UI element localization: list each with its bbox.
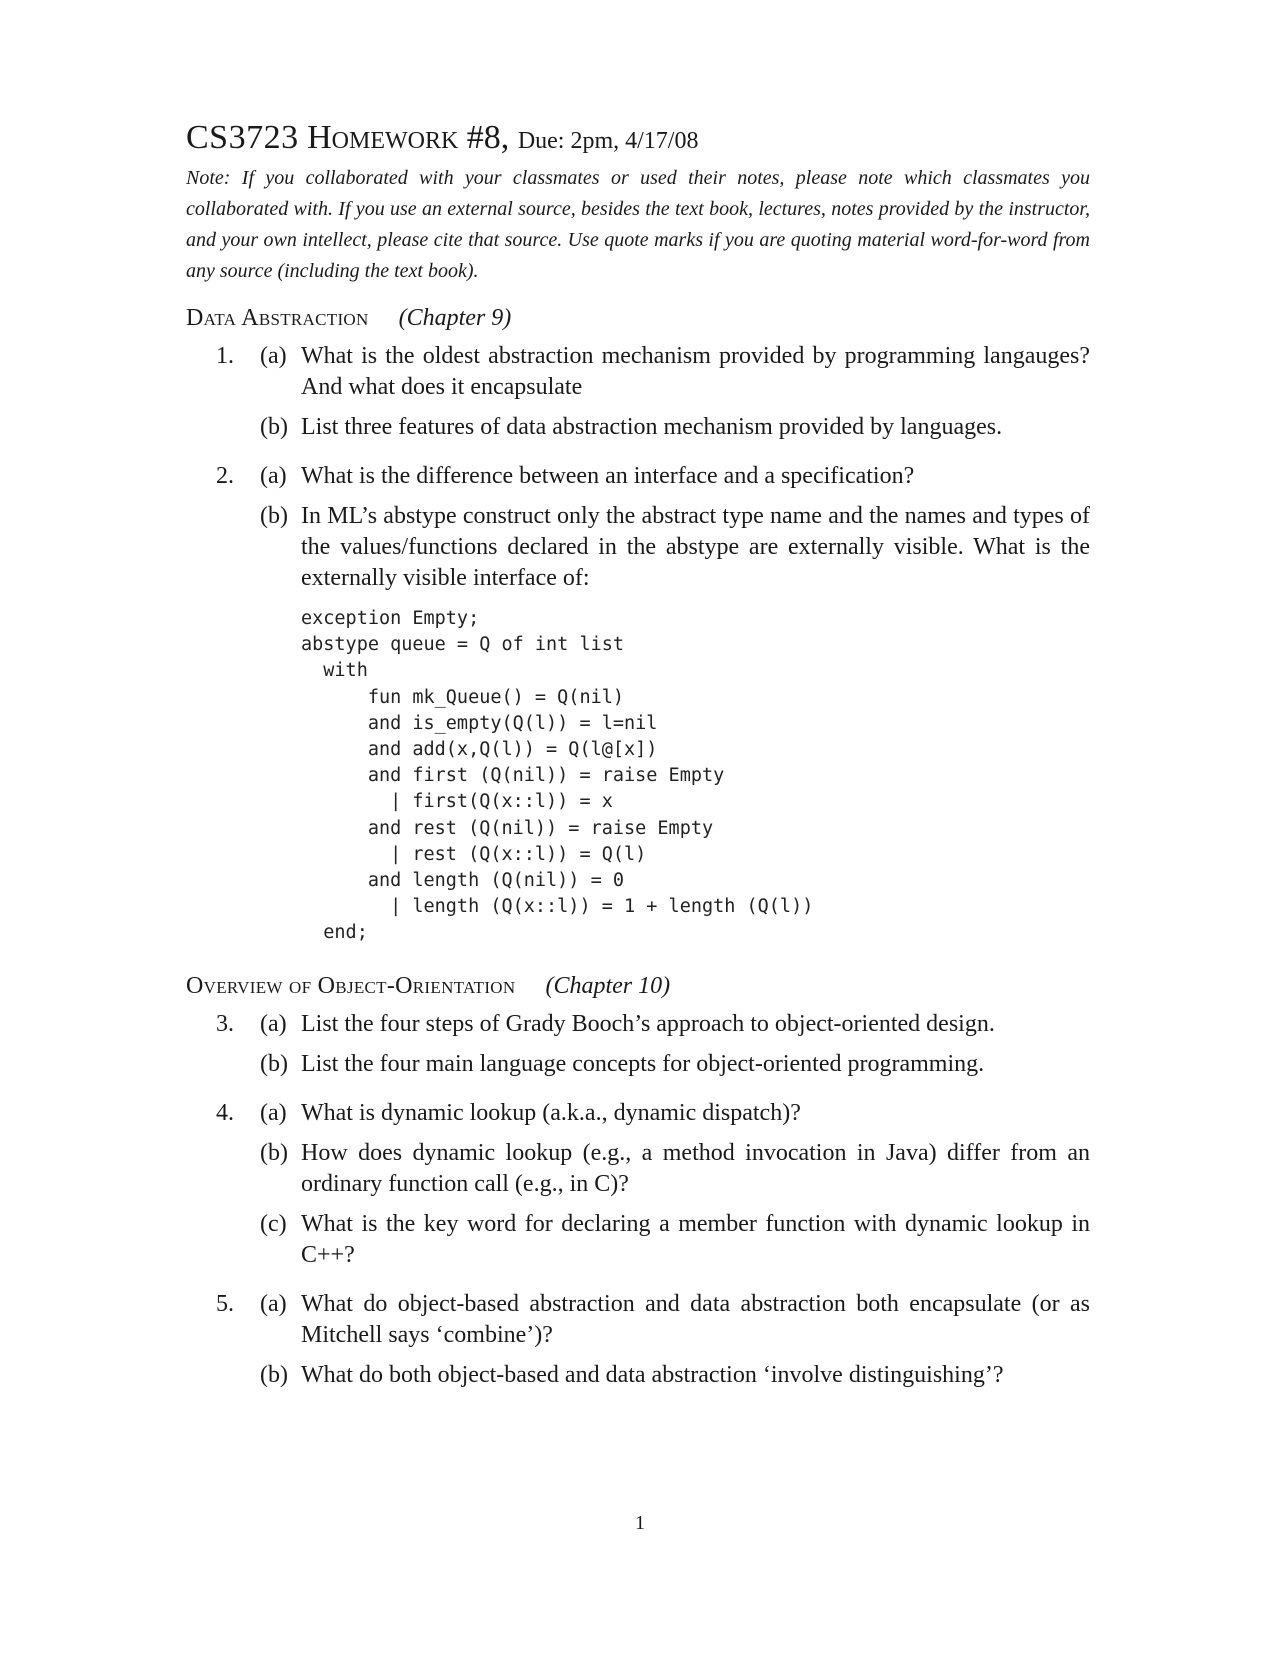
part-text: What do both object-based and data abstraction ‘involve distinguishing’?: [301, 1361, 1004, 1388]
part-text: How does dynamic lookup (e.g., a method invocation in Java) differ from an ordinary function call (e.g., in C)?: [301, 1139, 1090, 1197]
due-date: Due: 2pm, 4/17/08: [517, 128, 699, 154]
question-part: [186, 501, 1090, 594]
part-label: (b): [260, 1139, 288, 1166]
question-part: [186, 1098, 1090, 1129]
course-code: CS3723: [186, 119, 299, 156]
question-part: [186, 1138, 1090, 1200]
homework-title: Homework #8,: [307, 119, 510, 156]
section-title: Data Abstraction: [186, 305, 369, 331]
collaboration-note: Note: If you collaborated with your classmates or used their notes, please note which classmates you collaborated with. If you use an external source, besides the text book, lectures, notes provided by the instructor, and your own intellect, please cite that source. Use quote marks if you are quoting material word-for-word from any source (including the text book).: [186, 167, 1090, 282]
question-part: [186, 461, 1090, 492]
question-part: [186, 1209, 1090, 1271]
question-2: [186, 461, 1090, 947]
section-chapter: (Chapter 9): [398, 305, 512, 331]
question-part: [186, 1009, 1090, 1040]
question-part: [186, 1289, 1090, 1351]
question-part: [186, 341, 1090, 403]
section-heading-object-orientation: [186, 969, 1090, 1003]
part-text: List three features of data abstraction mechanism provided by languages.: [301, 414, 1003, 440]
part-label: (a): [260, 1290, 287, 1317]
question-number: 5.: [216, 1290, 234, 1317]
section-title: Overview of Object-Orientation: [186, 972, 516, 999]
question-number: 3.: [216, 1010, 234, 1037]
question-number: 4.: [216, 1099, 234, 1126]
part-text: What is the oldest abstraction mechanism provided by programming langauges? And what does it encapsulate: [301, 343, 1090, 400]
part-text: List the four steps of Grady Booch’s approach to object-oriented design.: [301, 1010, 995, 1037]
question-number: 1.: [216, 343, 234, 369]
question-part: [186, 1360, 1090, 1391]
section-chapter: (Chapter 10): [545, 972, 671, 999]
page-title: [186, 118, 1090, 161]
part-text: What is the key word for declaring a member function with dynamic lookup in C++?: [301, 1210, 1090, 1268]
part-text: In ML’s abstype construct only the abstract type name and the names and types of the values/functions declared in the abstype are externally visible. What is the externally visible interface of:: [301, 503, 1090, 591]
page-number: 1: [635, 1512, 645, 1534]
part-text: What do object-based abstraction and data abstraction both encapsulate (or as Mitchell says ‘combine’)?: [301, 1290, 1090, 1348]
part-text: What is the difference between an interface and a specification?: [301, 463, 915, 489]
question-part: [186, 1049, 1090, 1080]
part-label: (a): [260, 1010, 287, 1037]
part-label: (b): [260, 503, 288, 529]
part-text: What is dynamic lookup (a.k.a., dynamic dispatch)?: [301, 1099, 801, 1126]
part-label: (b): [260, 414, 288, 440]
section-heading-data-abstraction: [186, 301, 1090, 335]
document-page: [186, 118, 1090, 1391]
question-4: [186, 1098, 1090, 1271]
question-part: [186, 412, 1090, 443]
part-label: (a): [260, 463, 287, 489]
part-label: (a): [260, 1099, 287, 1126]
part-label: (b): [260, 1050, 288, 1077]
question-3: [186, 1009, 1090, 1080]
part-label: (a): [260, 343, 287, 369]
part-text: List the four main language concepts for object-oriented programming.: [301, 1050, 985, 1077]
question-1: [186, 341, 1090, 443]
question-number: 2.: [216, 463, 234, 489]
question-5: [186, 1289, 1090, 1391]
part-label: (c): [260, 1210, 287, 1237]
code-block: exception Empty; abstype queue = Q of int list with fun mk_Queue() = Q(nil) and is_empty(Q(l)) = l=nil and add(x,Q(l)) = Q(l@[x]) and first (Q(nil)) = raise Empty | first(Q(x::l)) = x and rest (Q(nil)) = raise Empty | rest (Q(x::l)) = Q(l) and length (Q(nil)) = 0 | length (Q(x::l)) = 1 + length (Q(l)) end;: [301, 608, 814, 944]
part-label: (b): [260, 1361, 288, 1388]
